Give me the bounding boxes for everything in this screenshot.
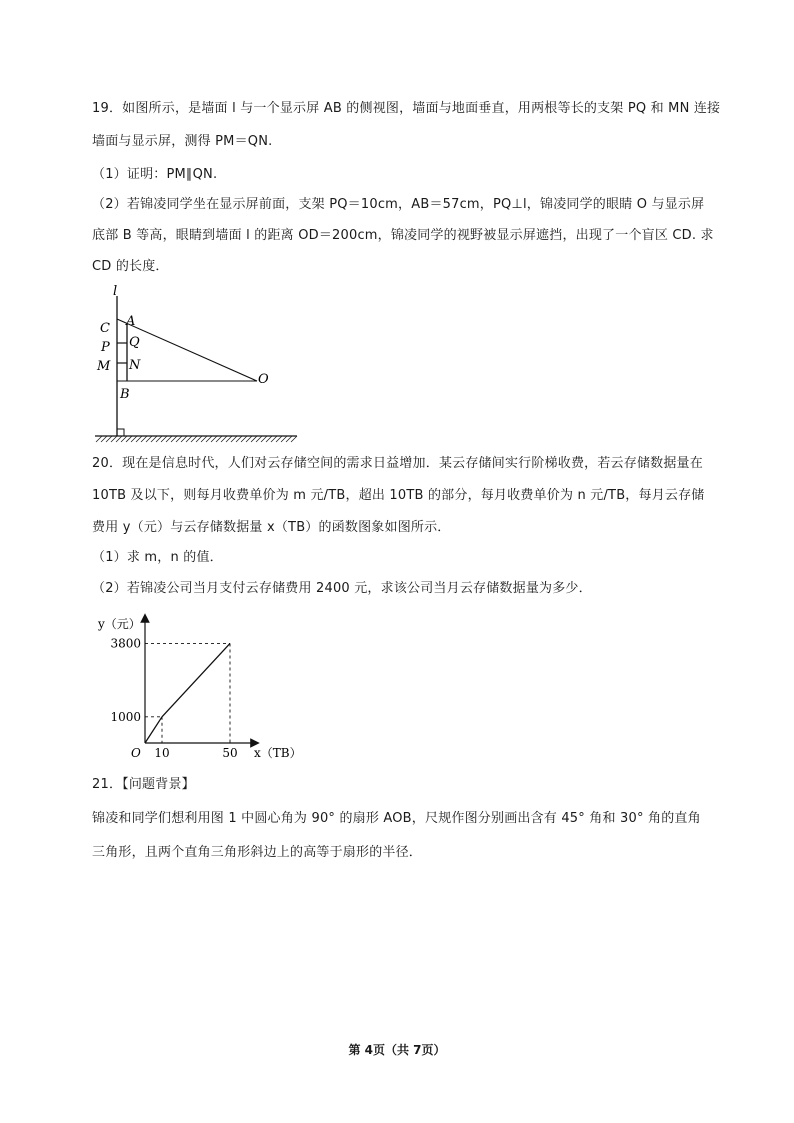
q19-line-2: 墙面与显示屏，测得 PM＝QN. [92, 134, 273, 149]
q19-part-2-line-1: （2）若锦凌同学坐在显示屏前面，支架 PQ＝10cm，AB＝57cm，PQ⊥l，锦凌同学的眼睛 O 与显示屏 [92, 197, 705, 212]
y-tick-label: 1000 [110, 709, 141, 724]
label-a: A [126, 314, 136, 329]
q19-wall-screen-figure [90, 282, 302, 444]
label-b: B [120, 387, 130, 402]
q19-part-1: （1）证明：PM∥QN. [92, 167, 218, 182]
q19-part-2-line-3: CD 的长度． [92, 259, 169, 274]
x-axis-label: x（TB） [254, 746, 302, 760]
label-l: l [113, 284, 118, 299]
series-segment [162, 643, 230, 716]
origin-label: O [131, 746, 141, 760]
label-m: M [97, 359, 111, 374]
guide-lines [145, 643, 230, 743]
label-q: Q [129, 335, 140, 350]
q21-line-1: 锦凌和同学们想利用图 1 中圆心角为 90° 的扇形 AOB，尺规作图分别画出含有 45° 角和 30° 角的直角 [92, 811, 701, 826]
label-n: N [129, 358, 141, 373]
q20-part-2: （2）若锦凌公司当月支付云存储费用 2400 元，求该公司当月云存储数据量为多少． [92, 581, 592, 596]
page-footer: 第 4页（共 7页） [348, 1043, 446, 1057]
q20-line-3: 费用 y（元）与云存储数据量 x（TB）的函数图象如图所示． [92, 520, 451, 535]
label-c: C [100, 321, 110, 336]
y-tick-label: 3800 [110, 636, 141, 651]
right-angle-mark [117, 429, 124, 436]
chart-labels [97, 617, 302, 760]
q20-line-2: 10TB 及以下，则每月收费单价为 m 元/TB，超出 10TB 的部分，每月收费单价为 n 元/TB，每月云存储 [92, 488, 705, 503]
q19-line-1: 19．如图所示，是墙面 l 与一个显示屏 AB 的侧视图，墙面与地面垂直，用两根等长的支架 PQ 和 MN 连接 [92, 101, 721, 116]
series-segment [145, 717, 162, 743]
x-tick-label: 10 [154, 746, 170, 760]
q19-part-2-line-2: 底部 B 等高，眼睛到墙面 l 的距离 OD＝200cm，锦凌同学的视野被显示屏遮挡，出现了一个盲区 CD. 求 [92, 228, 714, 243]
q20-line-1: 20．现在是信息时代，人们对云存储空间的需求日益增加．某云存储间实行阶梯收费，若云存储数据量在 [92, 456, 703, 471]
x-tick-label: 50 [222, 746, 238, 760]
q21-line-2: 三角形，且两个直角三角形斜边上的高等于扇形的半径． [92, 845, 423, 860]
q20-cost-chart [92, 612, 312, 760]
ground-hatching [96, 436, 297, 442]
label-p: P [101, 340, 110, 355]
q21-title: 21．【问题背景】 [92, 777, 195, 792]
label-o: O [258, 372, 269, 387]
cost-series [145, 643, 230, 743]
y-axis-label: y（元） [98, 617, 141, 631]
q20-part-1: （1）求 m，n 的值． [92, 550, 223, 565]
